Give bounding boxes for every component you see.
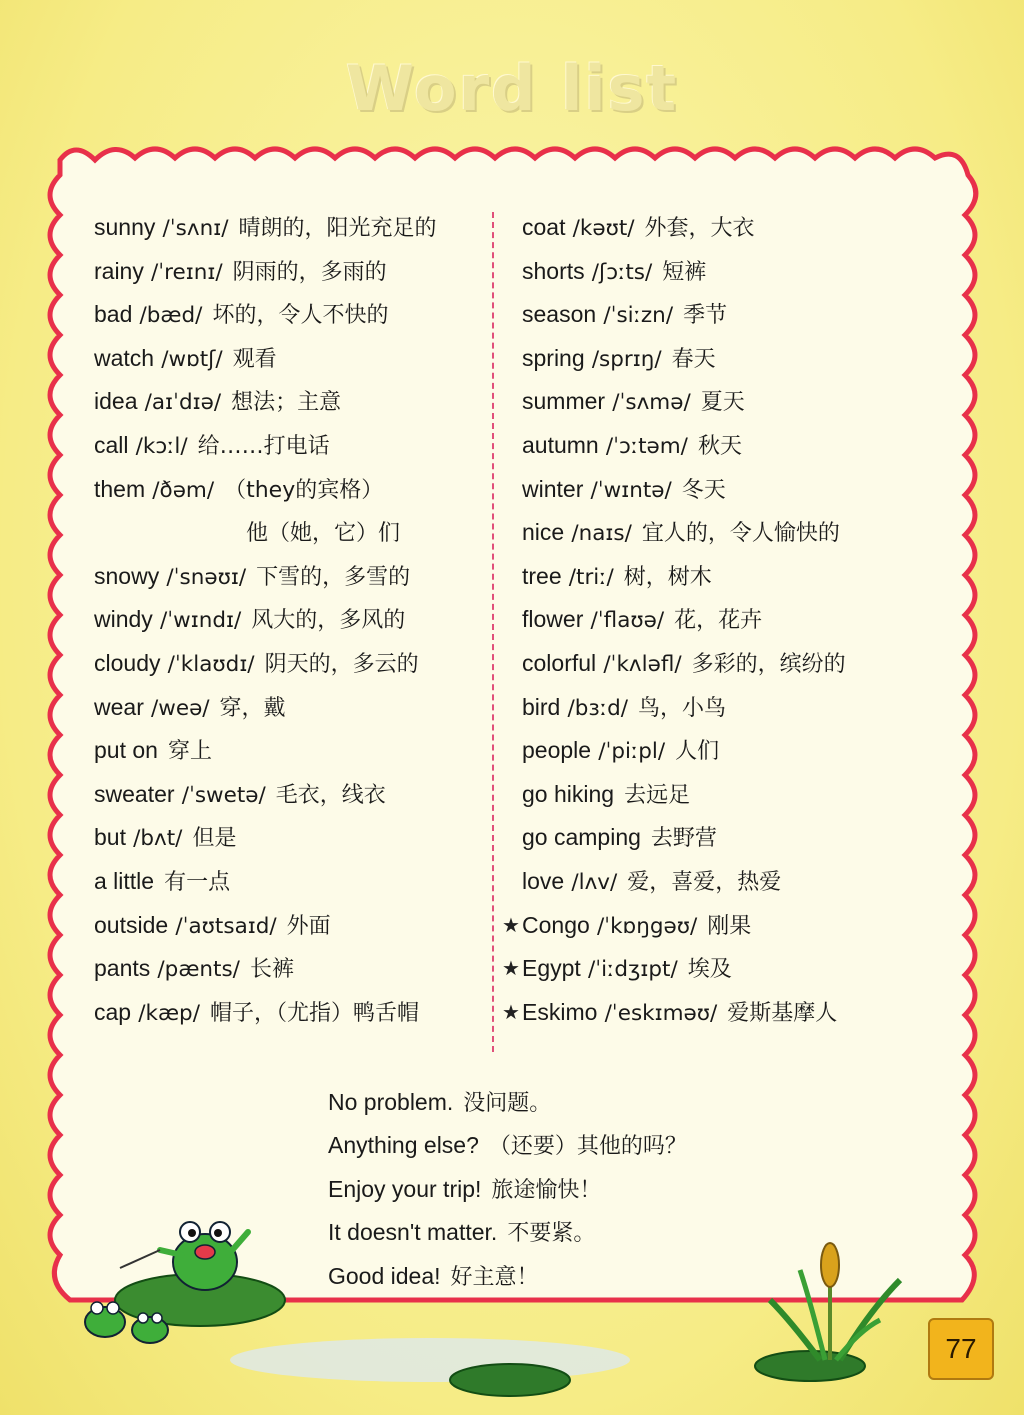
meaning-text: 观看: [232, 346, 277, 372]
phonetic-text: /pænts/: [157, 957, 240, 983]
meaning-text: 秋天: [697, 433, 742, 459]
word-entry: [94, 598, 489, 642]
star-icon: ★: [502, 956, 520, 981]
phonetic-text: /ˈwɪndɪ/: [159, 608, 242, 634]
word-text: sunny: [94, 214, 156, 240]
meaning-text: 鸟，小鸟: [637, 695, 726, 721]
meaning-text: 去野营: [650, 826, 717, 852]
phonetic-text: /wɒtʃ/: [161, 346, 223, 372]
meaning-text: 冬天: [681, 477, 726, 503]
word-text: snowy: [94, 562, 160, 589]
word-entry: [94, 816, 489, 860]
word-text: shorts: [522, 257, 585, 284]
meaning-text: （they的宾格）: [224, 477, 384, 503]
phonetic-text: /lʌv/: [571, 869, 618, 895]
word-entry: [522, 555, 922, 599]
word-entry: [94, 380, 489, 424]
word-entry: [522, 206, 922, 250]
meaning-text: 埃及: [687, 957, 732, 983]
phonetic-text: /ˈsnəʊɪ/: [166, 564, 247, 590]
word-text: season: [522, 301, 597, 328]
phonetic-text: /ˈreɪnɪ/: [151, 259, 223, 285]
meaning-text: 人们: [675, 739, 720, 765]
word-text: Congo: [522, 911, 590, 938]
phrase-english: It doesn't matter.: [328, 1219, 498, 1246]
word-entry: [94, 904, 489, 948]
phonetic-text: /ʃɔːts/: [591, 259, 653, 285]
word-text: pants: [94, 955, 151, 982]
phonetic-text: /ˈsiːzn/: [603, 303, 674, 329]
word-text: people: [522, 737, 592, 764]
right-word-column: [502, 206, 922, 1034]
word-text: bad: [94, 301, 133, 328]
word-entry: [94, 337, 489, 381]
meaning-text: 季节: [683, 303, 728, 329]
word-text: but: [94, 824, 126, 851]
word-text: them: [94, 475, 146, 502]
word-entry: [522, 860, 922, 904]
word-entry: [522, 729, 922, 773]
meaning-text: 晴朗的，阳光充足的: [238, 216, 437, 241]
phonetic-text: /sprɪŋ/: [591, 346, 662, 372]
meaning-text: 想法；主意: [231, 390, 342, 416]
phrase-chinese: 不要紧。: [507, 1221, 596, 1247]
meaning-text: 外套，大衣: [644, 216, 755, 241]
phrase-chinese: （还要）其他的吗？: [488, 1134, 687, 1160]
meaning-text: 下雪的，多雪的: [256, 564, 411, 590]
meaning-text: 给……打电话: [197, 433, 330, 459]
meaning-text: 多彩的，缤纷的: [691, 651, 846, 677]
phonetic-text: /ˈwɪntə/: [590, 477, 672, 503]
word-entry: [94, 424, 489, 468]
word-text: love: [522, 867, 565, 894]
word-entry: [522, 337, 922, 381]
word-entry: [502, 904, 922, 948]
phonetic-text: /ˈeskɪməʊ/: [604, 1000, 718, 1026]
word-entry: [94, 729, 489, 773]
word-text: put on: [94, 737, 158, 764]
phonetic-text: /weə/: [151, 695, 210, 721]
word-entry: [94, 511, 489, 555]
meaning-text: 春天: [671, 346, 716, 372]
word-text: windy: [94, 606, 153, 633]
word-entry: [522, 511, 922, 555]
phonetic-text: /aɪˈdɪə/: [144, 390, 222, 416]
phonetic-text: /ˈkʌləfl/: [603, 651, 682, 677]
meaning-text: 去远足: [624, 782, 691, 808]
word-text: idea: [94, 388, 138, 415]
word-entry: [522, 293, 922, 337]
word-entry: [522, 250, 922, 294]
phonetic-text: /ˈklaʊdɪ/: [167, 651, 255, 677]
phrase-english: No problem.: [328, 1089, 454, 1115]
page-title: Word list: [345, 52, 679, 125]
phonetic-text: /ˈaʊtsaɪd/: [175, 913, 277, 939]
phrase-chinese: 旅途愉快！: [491, 1177, 602, 1203]
word-entry: [522, 424, 922, 468]
word-text: sweater: [94, 780, 175, 807]
left-word-column: [94, 206, 489, 1034]
word-text: summer: [522, 388, 606, 415]
word-text: coat: [522, 214, 566, 240]
meaning-text: 有一点: [164, 869, 231, 895]
meaning-text: 树，树木: [623, 564, 712, 590]
word-entry: [522, 380, 922, 424]
word-text: Eskimo: [522, 998, 598, 1025]
word-entry: [94, 686, 489, 730]
phrase-chinese: 好主意！: [450, 1264, 539, 1290]
word-text: nice: [522, 519, 565, 546]
word-entry: [94, 860, 489, 904]
lily-pad-icon: [450, 1364, 570, 1396]
meaning-text: 他（她，它）们: [246, 521, 401, 547]
word-entry: [522, 598, 922, 642]
phrase-entry: [328, 1211, 828, 1254]
phrase-entry: [328, 1255, 828, 1298]
phrase-entry: [328, 1168, 828, 1211]
phrase-english: Anything else?: [328, 1132, 479, 1159]
word-entry: [94, 947, 489, 991]
word-entry: [94, 293, 489, 337]
word-entry: [94, 991, 489, 1035]
phrase-english: Enjoy your trip!: [328, 1175, 482, 1202]
word-text: spring: [522, 344, 585, 371]
word-text: go hiking: [522, 780, 615, 807]
lily-pad-icon: [755, 1351, 865, 1381]
meaning-text: 穿，戴: [219, 695, 286, 721]
meaning-text: 短裤: [662, 259, 707, 285]
meaning-text: 宜人的，令人愉快的: [641, 521, 840, 547]
word-entry: [522, 816, 922, 860]
phrase-chinese: 没问题。: [463, 1091, 552, 1116]
meaning-text: 夏天: [700, 390, 745, 416]
word-entry: [522, 686, 922, 730]
phonetic-text: /bɜːd/: [567, 695, 628, 721]
word-text: rainy: [94, 257, 144, 284]
meaning-text: 爱斯基摩人: [727, 1000, 838, 1026]
word-text: flower: [522, 606, 584, 633]
phonetic-text: /ˈpiːpl/: [598, 739, 666, 765]
word-text: wear: [94, 693, 144, 720]
phrase-entry: [328, 1081, 828, 1124]
word-entry: [522, 773, 922, 817]
word-entry: [94, 206, 489, 250]
word-text: colorful: [522, 649, 597, 676]
meaning-text: 穿上: [167, 739, 212, 765]
word-entry: [502, 947, 922, 991]
meaning-text: 花，花卉: [674, 608, 763, 634]
word-text: tree: [522, 562, 562, 589]
word-entry: [94, 773, 489, 817]
word-text: bird: [522, 693, 561, 720]
word-text: watch: [94, 344, 155, 371]
phonetic-text: /ˈkɒŋgəʊ/: [596, 913, 698, 939]
word-entry: [522, 642, 922, 686]
word-entry: [94, 468, 489, 512]
word-entry: [522, 468, 922, 512]
meaning-text: 帽子，（尤指）鸭舌帽: [209, 1000, 419, 1026]
word-text: winter: [522, 475, 584, 502]
word-text: outside: [94, 911, 169, 938]
column-divider: [492, 212, 494, 1052]
phonetic-text: /ˈɔːtəm/: [605, 433, 688, 459]
phrase-english: Good idea!: [328, 1262, 441, 1289]
meaning-text: 毛衣，线衣: [275, 782, 386, 808]
word-text: go camping: [522, 824, 641, 851]
pond-water: [230, 1338, 630, 1382]
meaning-text: 坏的，令人不快的: [212, 303, 389, 329]
phonetic-text: /triː/: [568, 564, 614, 590]
word-entry: [94, 642, 489, 686]
meaning-text: 长裤: [249, 957, 294, 983]
phonetic-text: /kæp/: [138, 1000, 200, 1026]
phonetic-text: /ˈflaʊə/: [590, 608, 665, 634]
word-entry: [94, 555, 489, 599]
meaning-text: 爱，喜爱，热爱: [627, 869, 782, 895]
word-entry: [502, 991, 922, 1035]
meaning-text: 刚果: [707, 913, 752, 939]
phonetic-text: /bæd/: [139, 303, 203, 329]
word-text: autumn: [522, 431, 599, 458]
phonetic-text: /kəʊt/: [572, 216, 635, 241]
page-number-badge: 77: [928, 1318, 994, 1380]
meaning-text: 阴天的，多云的: [264, 651, 419, 677]
phrase-entry: [328, 1124, 828, 1167]
phrase-list: [328, 1081, 828, 1298]
star-icon: ★: [502, 999, 520, 1024]
word-text: call: [94, 431, 129, 458]
word-text: a little: [94, 867, 155, 894]
word-text: Egypt: [522, 955, 581, 982]
phonetic-text: /ˈsʌmə/: [612, 390, 691, 416]
phonetic-text: /ðəm/: [152, 477, 215, 503]
meaning-text: 阴雨的，多雨的: [232, 259, 387, 285]
phonetic-text: /kɔːl/: [135, 433, 188, 459]
meaning-text: 风大的，多风的: [251, 608, 406, 634]
star-icon: ★: [502, 912, 520, 937]
phonetic-text: /naɪs/: [571, 521, 632, 547]
word-entry: [94, 250, 489, 294]
phonetic-text: /bʌt/: [133, 826, 183, 852]
word-text: cap: [94, 998, 132, 1025]
phonetic-text: /ˈsʌnɪ/: [162, 216, 229, 241]
phonetic-text: /ˈiːdʒɪpt/: [587, 957, 678, 983]
phonetic-text: /ˈswetə/: [181, 782, 266, 808]
meaning-text: 但是: [192, 826, 237, 852]
word-text: cloudy: [94, 649, 161, 676]
meaning-text: 外面: [286, 913, 331, 939]
